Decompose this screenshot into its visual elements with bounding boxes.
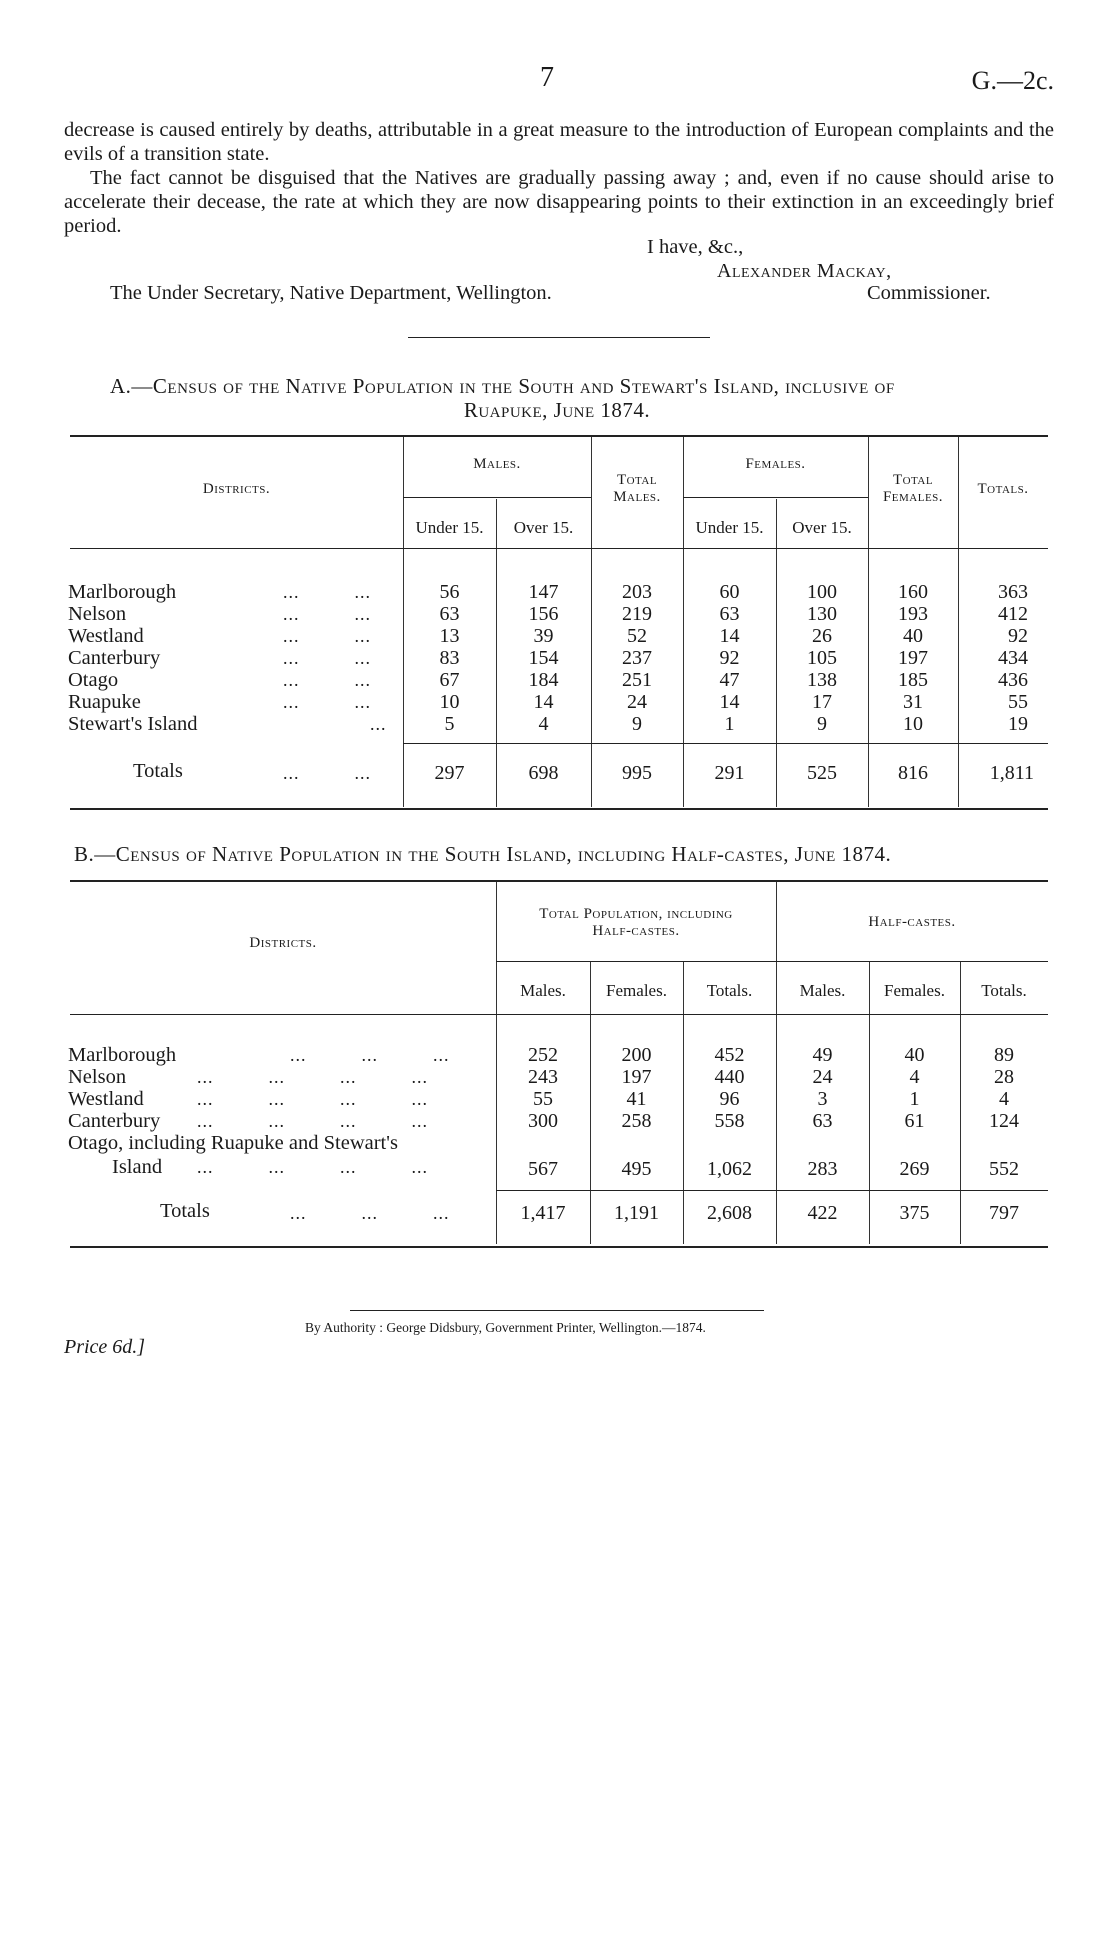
cell-males-under15: 5 bbox=[444, 713, 455, 735]
cell-males-over15: 14 bbox=[533, 691, 554, 713]
cell-males-over15: 154 bbox=[528, 647, 559, 669]
cell-totals: 434 bbox=[998, 647, 1028, 669]
cell-females-over15: 9 bbox=[817, 713, 827, 735]
closing-line: I have, &c., bbox=[647, 236, 744, 258]
cell-males-under15: 10 bbox=[439, 691, 460, 713]
table-b-header-hc-males: Males. bbox=[799, 981, 846, 1000]
cell-totals: 55 bbox=[1008, 691, 1028, 713]
cell-total-males: 219 bbox=[622, 603, 652, 625]
cell-males: 300 bbox=[528, 1110, 558, 1132]
leader-dots: ... ... bbox=[283, 604, 371, 624]
table-a-header-over15: Over 15. bbox=[513, 518, 574, 537]
table-b-header-districts: Districts. bbox=[249, 935, 317, 951]
cell-females-under15: 92 bbox=[719, 647, 740, 669]
cell-totals: 19 bbox=[1008, 713, 1028, 735]
cell-total-females: 185 bbox=[898, 669, 928, 691]
cell-total-males: 52 bbox=[627, 625, 647, 647]
cell-totals: 412 bbox=[998, 603, 1028, 625]
leader-dots: ... ... bbox=[283, 670, 371, 690]
cell-females: 258 bbox=[621, 1110, 652, 1132]
table-a-header-total-females-1: Total bbox=[892, 472, 934, 488]
table-a-title-line1: A.—Census of the Native Population in the South and Stewart's Island, inclusive of bbox=[110, 374, 895, 398]
cell-males-over15: 39 bbox=[533, 625, 554, 647]
cell-males: 1,417 bbox=[520, 1202, 566, 1224]
district-name: Westland bbox=[68, 1088, 144, 1110]
district-name: Ruapuke bbox=[68, 691, 141, 713]
district-name: Nelson bbox=[68, 1066, 127, 1088]
cell-females-under15: 14 bbox=[719, 625, 740, 647]
cell-females-over15: 105 bbox=[807, 647, 837, 669]
cell-females-over15: 130 bbox=[807, 603, 837, 625]
cell-totals: 558 bbox=[714, 1110, 745, 1132]
cell-females: 41 bbox=[626, 1088, 647, 1110]
district-name: Canterbury bbox=[68, 1110, 161, 1132]
price-note: Price 6d.] bbox=[64, 1336, 146, 1358]
cell-hc-males: 63 bbox=[812, 1110, 833, 1132]
cell-hc-females: 40 bbox=[904, 1044, 925, 1066]
table-a-bottom-rule bbox=[70, 808, 1048, 810]
cell-hc-males: 49 bbox=[812, 1044, 833, 1066]
district-name: Marlborough bbox=[68, 581, 177, 603]
district-name: Stewart's Island bbox=[68, 713, 198, 735]
cell-total-males: 995 bbox=[622, 762, 652, 784]
cell-males-under15: 13 bbox=[439, 625, 460, 647]
cell-totals: 436 bbox=[998, 669, 1028, 691]
cell-hc-totals: 552 bbox=[989, 1158, 1019, 1180]
cell-hc-males: 422 bbox=[807, 1202, 838, 1224]
leader-dots: ... ... ... ... bbox=[197, 1089, 428, 1109]
cell-females-under15: 63 bbox=[719, 603, 740, 625]
cell-females-over15: 100 bbox=[807, 581, 837, 603]
district-name: Canterbury bbox=[68, 647, 161, 669]
cell-totals: 1,811 bbox=[989, 762, 1034, 784]
table-a-header-under15: Under 15. bbox=[415, 518, 484, 537]
cell-total-males: 203 bbox=[622, 581, 652, 603]
cell-males-under15: 297 bbox=[434, 762, 465, 784]
table-b-header-total-pop-2: Half-castes. bbox=[592, 923, 680, 939]
leader-dots: ... ... ... ... bbox=[197, 1067, 428, 1087]
cell-hc-totals: 89 bbox=[994, 1044, 1014, 1066]
cell-total-females: 160 bbox=[898, 581, 928, 603]
printer-authority: By Authority : George Didsbury, Government Printer, Wellington.—1874. bbox=[305, 1320, 706, 1335]
cell-totals: 92 bbox=[1008, 625, 1028, 647]
district-name: Otago bbox=[68, 669, 119, 691]
cell-males-under15: 63 bbox=[439, 603, 460, 625]
cell-females: 495 bbox=[621, 1158, 652, 1180]
cell-females: 200 bbox=[621, 1044, 652, 1066]
table-b-header-total-pop-1: Total Population, including bbox=[539, 906, 733, 922]
signatory-title: Commissioner. bbox=[867, 282, 991, 304]
cell-hc-males: 283 bbox=[807, 1158, 838, 1180]
cell-hc-males: 24 bbox=[812, 1066, 833, 1088]
table-b-header-females: Females. bbox=[606, 981, 667, 1000]
cell-totals: 363 bbox=[998, 581, 1028, 603]
table-b-header-hc-totals: Totals. bbox=[981, 981, 1027, 1000]
table-a-males-rule bbox=[403, 497, 591, 498]
cell-totals: 440 bbox=[714, 1066, 745, 1088]
table-a-header-rule bbox=[70, 548, 1048, 549]
cell-females-under15: 14 bbox=[719, 691, 740, 713]
cell-hc-females: 61 bbox=[904, 1110, 925, 1132]
cell-females-over15: 17 bbox=[812, 691, 832, 713]
table-b-header-males: Males. bbox=[520, 981, 566, 1000]
table-b-header-half-castes: Half-castes. bbox=[868, 914, 956, 930]
cell-females-under15: 47 bbox=[719, 669, 740, 691]
table-a-header-totals: Totals. bbox=[977, 481, 1029, 497]
cell-totals: 2,608 bbox=[707, 1202, 752, 1224]
cell-total-females: 816 bbox=[898, 762, 928, 784]
cell-hc-totals: 797 bbox=[989, 1202, 1019, 1224]
leader-dots: ... bbox=[370, 714, 387, 734]
cell-hc-totals: 28 bbox=[994, 1066, 1014, 1088]
footer-rule bbox=[350, 1310, 764, 1311]
leader-dots: ... ... bbox=[283, 648, 371, 668]
table-a-header-total-females-2: Females. bbox=[882, 489, 944, 505]
district-name: Nelson bbox=[68, 603, 127, 625]
signatory-name: Alexander Mackay, bbox=[717, 260, 892, 282]
table-b-header-rule bbox=[70, 1014, 1048, 1015]
cell-males-over15: 184 bbox=[528, 669, 559, 691]
paragraph-1: decrease is caused entirely by deaths, attributable in a great measure to the introduction of European complaints and the evils of a transition state. bbox=[64, 119, 1054, 165]
cell-males-over15: 147 bbox=[528, 581, 559, 603]
cell-females-under15: 60 bbox=[719, 581, 740, 603]
cell-males: 567 bbox=[528, 1158, 558, 1180]
cell-females: 1,191 bbox=[614, 1202, 659, 1224]
table-b-totals-rule bbox=[496, 1190, 1048, 1191]
table-a-top-rule bbox=[70, 435, 1048, 437]
cell-hc-totals: 124 bbox=[989, 1110, 1019, 1132]
district-name: Westland bbox=[68, 625, 144, 647]
table-a-header-total-males-1: Total bbox=[616, 472, 658, 488]
district-name: Marlborough bbox=[68, 1044, 177, 1066]
addressee: The Under Secretary, Native Department, Wellington. bbox=[110, 282, 552, 304]
cell-total-males: 9 bbox=[632, 713, 642, 735]
table-b-top-rule bbox=[70, 880, 1048, 882]
paragraph-2: The fact cannot be disguised that the Natives are gradually passing away ; and, even if no cause should arise to accelerate their decease, the rate at which they are now disappearing points to their extinction in an exceedingly brief period. bbox=[64, 167, 1054, 237]
table-b-title: B.—Census of Native Population in the South Island, including Half-castes, June 1874. bbox=[74, 842, 892, 866]
leader-dots: ... ... bbox=[283, 763, 371, 783]
table-a-header-total-males-2: Males. bbox=[613, 489, 661, 505]
cell-hc-females: 269 bbox=[899, 1158, 930, 1180]
table-b-header-totals: Totals. bbox=[706, 981, 753, 1000]
cell-males-under15: 83 bbox=[439, 647, 460, 669]
leader-dots: ... ... ... ... bbox=[197, 1111, 428, 1131]
document-reference: G.—2c. bbox=[971, 66, 1054, 95]
table-a-females-rule bbox=[683, 497, 868, 498]
cell-males-over15: 698 bbox=[528, 762, 559, 784]
leader-dots: ... ... bbox=[283, 626, 371, 646]
cell-total-males: 251 bbox=[622, 669, 652, 691]
table-a-header-females: Females. bbox=[745, 456, 806, 472]
cell-total-males: 237 bbox=[622, 647, 652, 669]
separator-rule bbox=[408, 337, 710, 338]
table-a-totals-rule bbox=[403, 743, 1048, 744]
cell-males-over15: 156 bbox=[528, 603, 559, 625]
cell-hc-females: 1 bbox=[909, 1088, 920, 1110]
district-name: Otago, including Ruapuke and Stewart's bbox=[68, 1132, 398, 1154]
leader-dots: ... ... ... bbox=[290, 1045, 450, 1065]
cell-hc-females: 4 bbox=[909, 1066, 920, 1088]
cell-females-over15: 525 bbox=[807, 762, 837, 784]
cell-females-under15: 291 bbox=[714, 762, 745, 784]
table-a-title-line2: Ruapuke, June 1874. bbox=[463, 398, 651, 422]
totals-label: Totals bbox=[160, 1200, 210, 1222]
leader-dots: ... ... bbox=[283, 692, 371, 712]
cell-total-males: 24 bbox=[627, 691, 647, 713]
cell-females-over15: 26 bbox=[812, 625, 832, 647]
cell-hc-females: 375 bbox=[899, 1202, 930, 1224]
totals-label: Totals bbox=[133, 760, 183, 782]
cell-males-under15: 67 bbox=[439, 669, 460, 691]
cell-total-females: 197 bbox=[898, 647, 928, 669]
leader-dots: ... ... ... bbox=[290, 1203, 450, 1223]
cell-males-over15: 4 bbox=[538, 713, 549, 735]
cell-males-under15: 56 bbox=[439, 581, 460, 603]
cell-total-females: 40 bbox=[903, 625, 923, 647]
cell-females-over15: 138 bbox=[807, 669, 837, 691]
leader-dots: ... ... bbox=[283, 582, 371, 602]
cell-males: 243 bbox=[528, 1066, 558, 1088]
cell-total-females: 31 bbox=[903, 691, 923, 713]
cell-males: 252 bbox=[528, 1044, 558, 1066]
cell-totals: 1,062 bbox=[707, 1158, 752, 1180]
cell-totals: 452 bbox=[714, 1044, 745, 1066]
table-b-header-hc-females: Females. bbox=[884, 981, 945, 1000]
cell-females: 197 bbox=[621, 1066, 652, 1088]
leader-dots: ... ... ... ... bbox=[197, 1157, 428, 1177]
table-b-subheader-rule bbox=[496, 961, 1048, 962]
page-number: 7 bbox=[540, 62, 554, 93]
district-name-continued: Island bbox=[112, 1156, 163, 1178]
cell-totals: 96 bbox=[719, 1088, 740, 1110]
table-b-bottom-rule bbox=[70, 1246, 1048, 1248]
cell-total-females: 10 bbox=[903, 713, 923, 735]
cell-males: 55 bbox=[533, 1088, 553, 1110]
cell-females-under15: 1 bbox=[724, 713, 735, 735]
table-a-header-f-over15: Over 15. bbox=[792, 518, 852, 537]
table-a-header-males: Males. bbox=[473, 456, 521, 472]
cell-total-females: 193 bbox=[898, 603, 928, 625]
table-a-header-f-under15: Under 15. bbox=[695, 518, 764, 537]
table-a-header-districts: Districts. bbox=[202, 481, 271, 497]
cell-hc-males: 3 bbox=[817, 1088, 828, 1110]
cell-hc-totals: 4 bbox=[999, 1088, 1009, 1110]
